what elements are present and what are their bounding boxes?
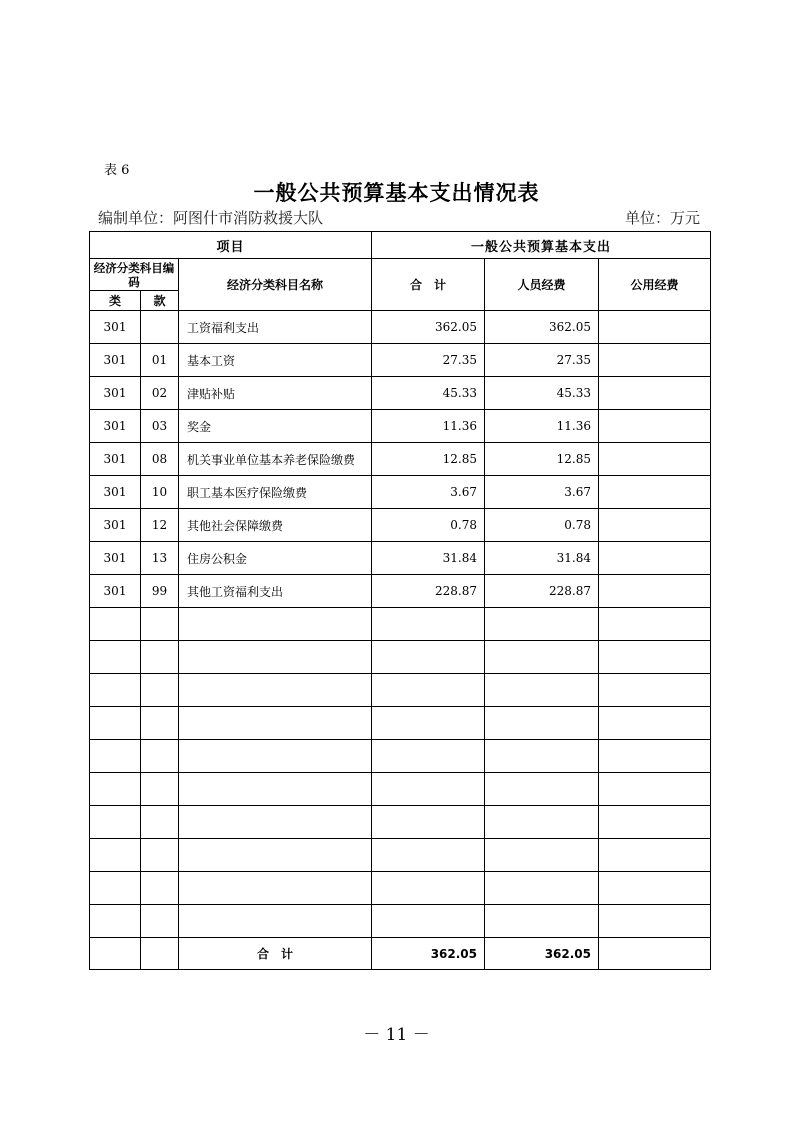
cell-category: 301 (90, 476, 141, 509)
table-row (90, 773, 711, 806)
cell-name (179, 839, 372, 872)
cell-public (599, 905, 711, 938)
cell-personnel (485, 839, 599, 872)
page-number: － 11 － (363, 1025, 430, 1045)
cell-personnel (485, 707, 599, 740)
cell-total: 362.05 (372, 311, 485, 344)
cell-personnel: 31.84 (485, 542, 599, 575)
table-row (90, 674, 711, 707)
cell-public (599, 410, 711, 443)
cell-item: 03 (141, 410, 179, 443)
header-item: 款 (141, 291, 179, 311)
header-econ-code: 经济分类科目编码 (90, 259, 179, 291)
cell-item (141, 674, 179, 707)
cell-category (90, 839, 141, 872)
cell-public (599, 806, 711, 839)
cell-item (141, 773, 179, 806)
cell-public (599, 707, 711, 740)
cell-public (599, 377, 711, 410)
cell-public (599, 443, 711, 476)
cell-public (599, 509, 711, 542)
table-row (90, 740, 711, 773)
cell-name: 机关事业单位基本养老保险缴费 (179, 443, 372, 476)
cell-name (179, 608, 372, 641)
table-row (90, 509, 711, 542)
cell-name: 住房公积金 (179, 542, 372, 575)
cell-item: 99 (141, 575, 179, 608)
cell-public (599, 641, 711, 674)
compile-unit: 编制单位：阿图什市消防救援大队 (98, 209, 324, 227)
cell-category (90, 806, 141, 839)
cell-personnel (485, 674, 599, 707)
cell-total (372, 806, 485, 839)
cell-item (141, 311, 179, 344)
cell-name: 其他社会保障缴费 (179, 509, 372, 542)
header-project: 项目 (90, 232, 372, 259)
cell-category (90, 608, 141, 641)
cell-item (141, 905, 179, 938)
cell-public (599, 872, 711, 905)
cell-name: 奖金 (179, 410, 372, 443)
total-row-item (141, 938, 179, 970)
cell-total: 11.36 (372, 410, 485, 443)
header-public: 公用经费 (599, 259, 711, 311)
cell-total: 3.67 (372, 476, 485, 509)
cell-item (141, 641, 179, 674)
cell-category: 301 (90, 575, 141, 608)
cell-category (90, 872, 141, 905)
cell-public (599, 674, 711, 707)
unit-label: 单位：万元 (624, 209, 700, 227)
table-row (90, 608, 711, 641)
cell-category (90, 740, 141, 773)
cell-name: 工资福利支出 (179, 311, 372, 344)
cell-total (372, 740, 485, 773)
cell-total (372, 641, 485, 674)
cell-category: 301 (90, 509, 141, 542)
cell-name (179, 872, 372, 905)
cell-total (372, 707, 485, 740)
cell-total (372, 872, 485, 905)
total-row-public (599, 938, 711, 970)
cell-public (599, 311, 711, 344)
cell-category: 301 (90, 443, 141, 476)
cell-name (179, 773, 372, 806)
cell-total: 27.35 (372, 344, 485, 377)
table-label: 表 6 (104, 163, 130, 178)
total-row (90, 938, 711, 970)
cell-public (599, 608, 711, 641)
cell-item (141, 608, 179, 641)
cell-personnel (485, 641, 599, 674)
cell-public (599, 344, 711, 377)
table-row (90, 806, 711, 839)
table-row (90, 344, 711, 377)
header-basic-expenditure: 一般公共预算基本支出 (372, 232, 711, 259)
cell-name (179, 740, 372, 773)
cell-category: 301 (90, 542, 141, 575)
table-row (90, 839, 711, 872)
header-personnel: 人员经费 (485, 259, 599, 311)
cell-personnel: 45.33 (485, 377, 599, 410)
cell-total (372, 905, 485, 938)
expenditure-table (89, 231, 711, 970)
cell-item: 13 (141, 542, 179, 575)
cell-total: 31.84 (372, 542, 485, 575)
cell-category: 301 (90, 377, 141, 410)
table-header-row (90, 232, 711, 259)
cell-public (599, 476, 711, 509)
table-row (90, 476, 711, 509)
cell-personnel: 3.67 (485, 476, 599, 509)
cell-public (599, 773, 711, 806)
cell-personnel: 12.85 (485, 443, 599, 476)
cell-item (141, 707, 179, 740)
table-row (90, 575, 711, 608)
cell-personnel (485, 773, 599, 806)
cell-category (90, 773, 141, 806)
cell-total: 45.33 (372, 377, 485, 410)
table-row (90, 311, 711, 344)
total-row-personnel: 362.05 (485, 938, 599, 970)
table-subheader-row (90, 259, 711, 291)
cell-item: 02 (141, 377, 179, 410)
cell-name (179, 641, 372, 674)
cell-category (90, 905, 141, 938)
total-row-total: 362.05 (372, 938, 485, 970)
cell-personnel: 362.05 (485, 311, 599, 344)
cell-name: 基本工资 (179, 344, 372, 377)
cell-category: 301 (90, 410, 141, 443)
table-row (90, 905, 711, 938)
cell-public (599, 542, 711, 575)
cell-name: 其他工资福利支出 (179, 575, 372, 608)
total-row-cat (90, 938, 141, 970)
cell-personnel (485, 806, 599, 839)
cell-item (141, 872, 179, 905)
cell-personnel: 228.87 (485, 575, 599, 608)
table-row (90, 872, 711, 905)
cell-category (90, 707, 141, 740)
cell-item: 08 (141, 443, 179, 476)
cell-name (179, 806, 372, 839)
page-title: 一般公共预算基本支出情况表 (253, 181, 540, 205)
cell-name (179, 707, 372, 740)
cell-public (599, 740, 711, 773)
cell-personnel (485, 872, 599, 905)
cell-total: 0.78 (372, 509, 485, 542)
cell-personnel: 11.36 (485, 410, 599, 443)
cell-item: 10 (141, 476, 179, 509)
cell-total (372, 608, 485, 641)
cell-personnel: 27.35 (485, 344, 599, 377)
cell-name: 津贴补贴 (179, 377, 372, 410)
cell-name (179, 905, 372, 938)
cell-item: 12 (141, 509, 179, 542)
header-total: 合 计 (372, 259, 485, 311)
cell-total (372, 674, 485, 707)
cell-total: 12.85 (372, 443, 485, 476)
cell-category (90, 674, 141, 707)
table-row (90, 707, 711, 740)
total-row-label: 合 计 (179, 938, 372, 970)
header-category: 类 (90, 291, 141, 311)
cell-public (599, 575, 711, 608)
table-row (90, 443, 711, 476)
table-row (90, 410, 711, 443)
cell-item: 01 (141, 344, 179, 377)
cell-category: 301 (90, 344, 141, 377)
table-row (90, 641, 711, 674)
cell-item (141, 806, 179, 839)
cell-total (372, 773, 485, 806)
cell-personnel (485, 608, 599, 641)
cell-personnel (485, 740, 599, 773)
cell-public (599, 839, 711, 872)
cell-category (90, 641, 141, 674)
table-row (90, 542, 711, 575)
cell-item (141, 839, 179, 872)
cell-name: 职工基本医疗保险缴费 (179, 476, 372, 509)
cell-item (141, 740, 179, 773)
cell-total (372, 839, 485, 872)
cell-name (179, 674, 372, 707)
table-row (90, 377, 711, 410)
cell-personnel (485, 905, 599, 938)
cell-personnel: 0.78 (485, 509, 599, 542)
header-econ-name: 经济分类科目名称 (179, 259, 372, 311)
cell-total: 228.87 (372, 575, 485, 608)
cell-category: 301 (90, 311, 141, 344)
